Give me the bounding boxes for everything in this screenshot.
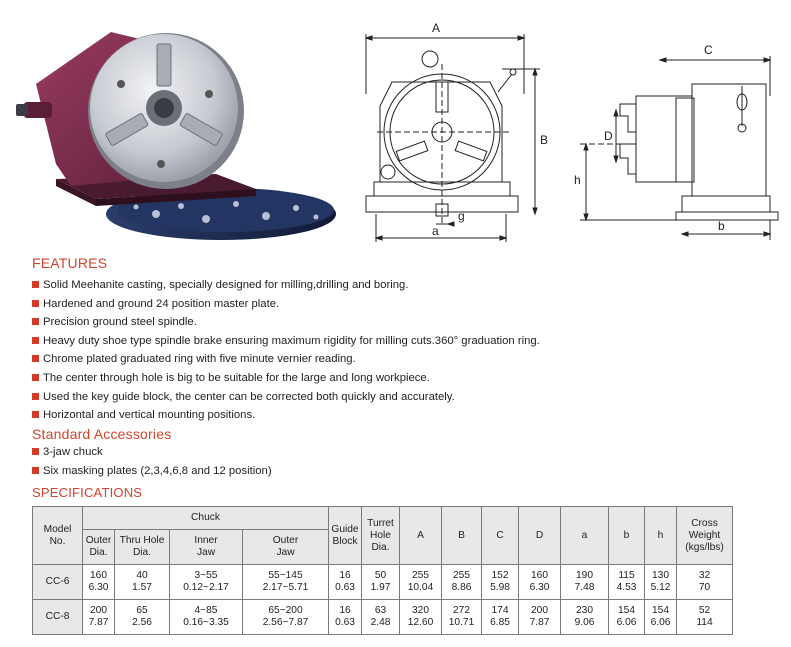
table-cell: 4~85 0.16~3.35 [170,600,243,635]
bullet-square-icon [32,318,39,325]
bullet-square-icon [32,374,39,381]
list-item: Heavy duty shoe type spindle brake ensuring maximum rigidity for milling cuts.360° graduation ring. [32,332,540,351]
header-dim-B: B [442,507,482,565]
table-cell: 160 6.30 [519,565,561,600]
table-cell: 65~200 2.56~7.87 [243,600,329,635]
table-cell: 130 5.12 [645,565,677,600]
product-photo [16,14,346,246]
table-cell: 200 7.87 [519,600,561,635]
table-cell: 320 12.60 [400,600,442,635]
table-row [33,600,733,635]
model-cell: CC-6 [33,565,83,600]
specifications-table [32,506,733,635]
specifications-heading: SPECIFICATIONS [32,485,143,500]
accessories-heading: Standard Accessories [32,426,172,442]
bullet-square-icon [32,300,39,307]
table-cell: 230 9.06 [561,600,609,635]
header-outer-dia: Outer Dia. [83,530,115,565]
header-chuck: Chuck [83,507,329,530]
bullet-square-icon [32,448,39,455]
header-dim-a: a [561,507,609,565]
list-item: Used the key guide block, the center can be corrected both quickly and accurately. [32,388,540,407]
header-dim-A: A [400,507,442,565]
model-cell: CC-8 [33,600,83,635]
accessories-list [32,443,272,480]
dim-label-A: A [432,21,441,35]
header-guide-block: Guide Block [329,507,362,565]
table-cell: 63 2.48 [362,600,400,635]
header-dim-b: b [609,507,645,565]
table-cell: 255 8.86 [442,565,482,600]
table-cell: 16 0.63 [329,600,362,635]
header-model: Model No. [33,507,83,565]
list-item: Six masking plates (2,3,4,6,8 and 12 position) [32,462,272,481]
list-item: The center through hole is big to be suitable for the large and long workpiece. [32,369,540,388]
table-cell: 174 6.85 [482,600,519,635]
table-cell: 272 10.71 [442,600,482,635]
dim-label-D: D [604,129,613,143]
dim-label-B: B [540,133,549,147]
dim-label-C: C [704,43,713,57]
dim-label-h: h [574,173,581,187]
bullet-square-icon [32,337,39,344]
table-cell: 50 1.97 [362,565,400,600]
table-row [33,565,733,600]
dim-label-a: a [432,224,439,238]
list-item: Horizontal and vertical mounting positions. [32,406,540,425]
features-heading: FEATURES [32,255,108,271]
table-cell: 200 7.87 [83,600,115,635]
header-dim-h: h [645,507,677,565]
table-cell: 65 2.56 [115,600,170,635]
table-cell: 255 10.04 [400,565,442,600]
three-jaw-chuck [88,33,244,189]
header-dim-C: C [482,507,519,565]
table-cell: 32 70 [677,565,733,600]
dim-label-b: b [718,219,725,233]
features-list [32,276,540,425]
table-cell: 3~55 0.12~2.17 [170,565,243,600]
list-item: Hardened and ground 24 position master plate. [32,295,540,314]
bullet-square-icon [32,467,39,474]
table-cell: 154 6.06 [645,600,677,635]
list-item: Precision ground steel spindle. [32,313,540,332]
list-item: 3-jaw chuck [32,443,272,462]
header-thru-hole-dia: Thru Hole Dia. [115,530,170,565]
list-item: Solid Meehanite casting, specially designed for milling,drilling and boring. [32,276,540,295]
table-cell: 40 1.57 [115,565,170,600]
header-turret-hole: Turret Hole Dia. [362,507,400,565]
table-cell: 190 7.48 [561,565,609,600]
table-cell: 52 114 [677,600,733,635]
side-view-drawing [572,36,784,246]
dim-label-g: g [458,209,465,223]
bullet-square-icon [32,355,39,362]
bullet-square-icon [32,393,39,400]
header-inner-jaw: Inner Jaw [170,530,243,565]
table-cell: 154 6.06 [609,600,645,635]
front-view-drawing [352,14,562,246]
table-cell: 55~145 2.17~5.71 [243,565,329,600]
table-cell: 115 4.53 [609,565,645,600]
header-dim-D: D [519,507,561,565]
header-cross-weight: Cross Weight (kgs/lbs) [677,507,733,565]
list-item: Chrome plated graduated ring with five minute vernier reading. [32,350,540,369]
table-cell: 160 6.30 [83,565,115,600]
table-cell: 16 0.63 [329,565,362,600]
table-cell: 152 5.98 [482,565,519,600]
header-outer-jaw: Outer Jaw [243,530,329,565]
bullet-square-icon [32,411,39,418]
bullet-square-icon [32,281,39,288]
